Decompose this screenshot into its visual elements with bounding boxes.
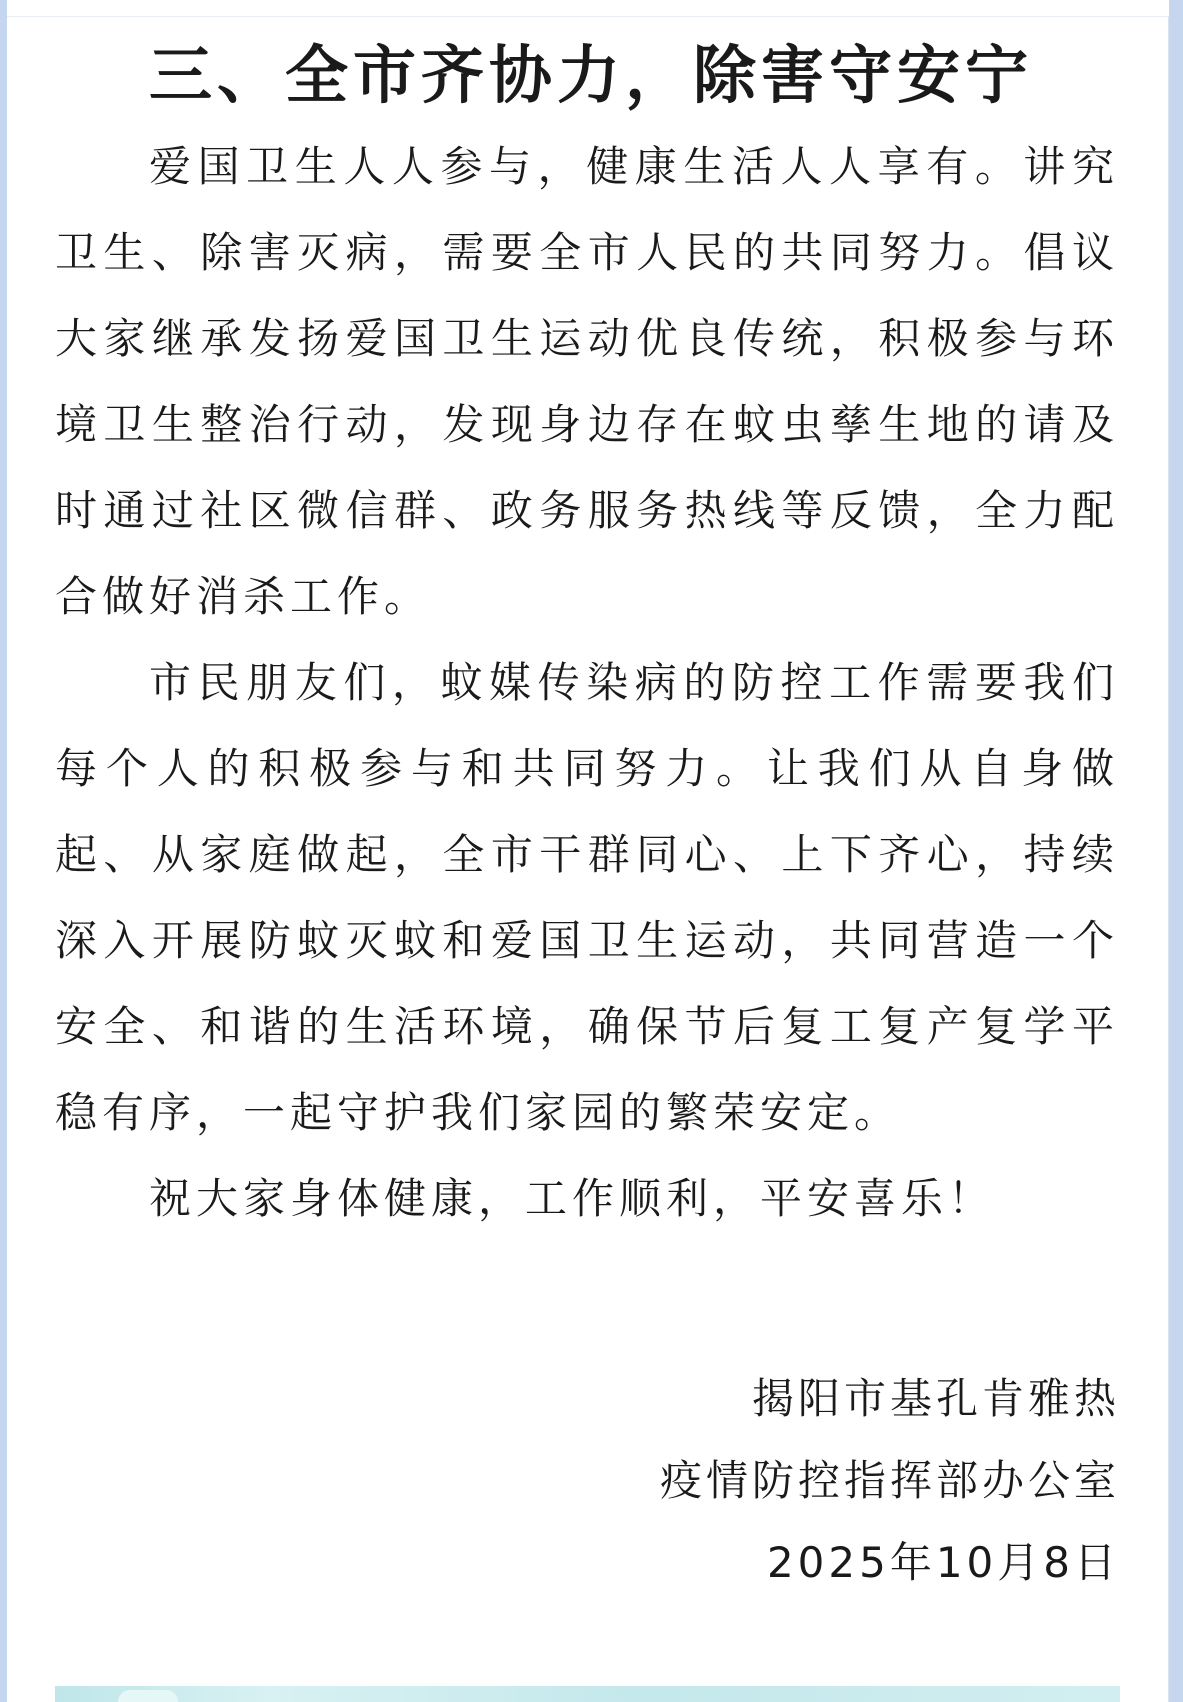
- scrollbar-track[interactable]: [1169, 0, 1183, 1702]
- page-frame-left: [0, 0, 7, 1702]
- signature-org-line2: 疫情防控指挥部办公室: [659, 1456, 1120, 1505]
- paragraph-appeal: 市民朋友们，蚊媒传染病的防控工作需要我们每个人的积极参与和共同努力。让我们从自身做起、从家庭做起，全市干群同心、上下齐心，持续深入开展防蚊灭蚊和爱国卫生运动，共同营造一个安全、和谐的生活环境，确保节后复工复产复学平稳有序，一起守护我们家园的繁荣安定。: [55, 658, 1119, 1137]
- signature-block: [660, 1358, 1120, 1604]
- section-heading: 三、全市齐协力，除害守安宁: [149, 39, 1033, 112]
- paragraph-hygiene: 爱国卫生人人参与，健康生活人人享有。讲究卫生、除害灭病，需要全市人民的共同努力。倡议大家继承发扬爱国卫生运动优良传统，积极参与环境卫生整治行动，发现身边存在蚊虫孳生地的请及时通过社区微信群、政务服务热线等反馈，全力配合做好消杀工作。: [55, 142, 1119, 621]
- paragraph-wishes: 祝大家身体健康，工作顺利，平安喜乐！: [149, 1174, 996, 1223]
- signature-date: 2025年10月8日: [766, 1538, 1120, 1587]
- bottom-banner-image: [55, 1686, 1120, 1702]
- signature-org-line1: 揭阳市基孔肯雅热: [751, 1374, 1120, 1423]
- bottom-banner-decoration: [118, 1690, 178, 1702]
- page-frame-top: [7, 0, 1169, 17]
- article-body: [55, 39, 1119, 1242]
- frame-divider: [1168, 0, 1169, 1702]
